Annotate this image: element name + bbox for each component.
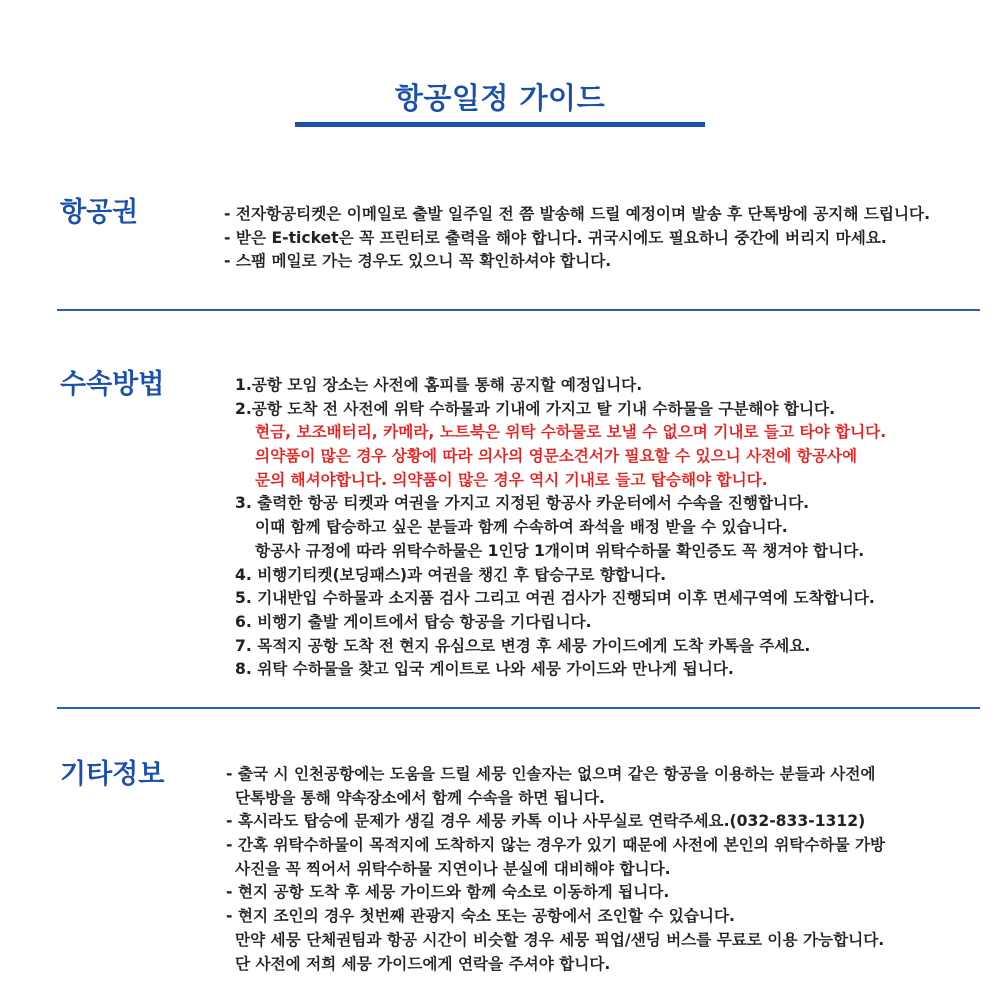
procedure-step-1: 1.공항 모임 장소는 사전에 홈피를 통해 공지할 예정입니다.	[235, 376, 643, 394]
etc-line-5-cont-1: 만약 세뭉 단체권팀과 항공 시간이 비슷할 경우 세뭉 픽업/샌딩 버스를 무료로 이용 가능합니다.	[235, 930, 885, 949]
title-underline	[295, 122, 705, 127]
ticket-info-list	[224, 203, 930, 274]
ticket-section-heading: 항공권	[60, 197, 139, 228]
etc-line-1: - 출국 시 인천공항에는 도움을 드릴 세뭉 인솔자는 없으며 같은 항공을 이용하는 분들과 사전에	[226, 765, 876, 783]
procedure-step-3-detail-1: 이때 함께 탑승하고 싶은 분들과 함께 수속하여 좌석을 배정 받을 수 있습니다.	[255, 518, 788, 537]
etc-line-3-cont: 사진을 꼭 찍어서 위탁수하물 지연이나 분실에 대비해야 합니다.	[235, 859, 671, 878]
etc-info-list	[226, 763, 885, 976]
procedure-warning-line-1: 현금, 보조배터리, 카메라, 노트북은 위탁 수하물로 보낼 수 없으며 기내로 들고 타야 합니다.	[255, 423, 887, 442]
procedure-step-3-detail-2: 항공사 규정에 따라 위탁수하물은 1인당 1개이며 위탁수하물 확인증도 꼭 챙겨야 합니다.	[255, 541, 865, 560]
procedure-warning-line-3: 문의 해셔야합니다. 의약품이 많은 경우 역시 기내로 들고 탑승해야 합니다.	[255, 470, 768, 489]
procedure-step-3: 3. 출력한 항공 티켓과 여권을 가지고 지정된 항공사 카운터에서 수속을 진행합니다.	[235, 494, 810, 513]
etc-line-1-cont: 단톡방을 통해 약속장소에서 함께 수속을 하면 됩니다.	[235, 788, 605, 807]
section-divider-2	[57, 707, 980, 709]
etc-line-5-cont-2: 단 사전에 저희 세뭉 가이드에게 연락을 주셔야 합니다.	[235, 954, 611, 973]
procedure-step-7: 7. 목적지 공항 도착 전 현지 유심으로 변경 후 세뭉 가이드에게 도착 카톡을 주세요.	[235, 636, 811, 655]
etc-line-5: - 현지 조인의 경우 첫번째 관광지 숙소 또는 공항에서 조인할 수 있습니다.	[226, 907, 735, 926]
etc-section-heading: 기타정보	[60, 759, 165, 790]
procedure-step-4: 4. 비행기티켓(보딩패스)과 여권을 챙긴 후 탑승구로 향합니다.	[235, 565, 667, 584]
procedure-step-6: 6. 비행기 출발 게이트에서 탑승 항공을 기다립니다.	[235, 612, 592, 631]
procedure-steps-list	[235, 374, 886, 682]
etc-line-2: - 혹시라도 탑승에 문제가 생길 경우 세뭉 카톡 이나 사무실로 연락주세요.(032-833-1312)	[226, 812, 866, 831]
procedure-section-heading: 수속방법	[60, 369, 165, 400]
procedure-step-5: 5. 기내반입 수하물과 소지품 검사 그리고 여권 검사가 진행되며 이후 면세구역에 도착합니다.	[235, 589, 875, 608]
section-divider-1	[57, 309, 980, 311]
etc-line-4: - 현지 공항 도착 후 세뭉 가이드와 함께 숙소로 이동하게 됩니다.	[226, 883, 670, 902]
ticket-line-2: - 받은 E-ticket은 꼭 프린터로 출력을 해야 합니다. 귀국시에도 필요하니 중간에 버리지 마세요.	[224, 228, 887, 247]
ticket-line-1: - 전자항공티켓은 이메일로 출발 일주일 전 쯤 발송해 드릴 예정이며 발송 후 단톡방에 공지해 드립니다.	[224, 205, 931, 223]
ticket-line-3: - 스팸 메일로 가는 경우도 있으니 꼭 확인하셔야 합니다.	[224, 252, 612, 271]
procedure-warning-line-2: 의약품이 많은 경우 상황에 따라 의사의 영문소견서가 필요할 수 있으니 사전에 항공사에	[255, 447, 858, 466]
page-title: 항공일정 가이드	[394, 81, 606, 115]
etc-line-3: - 간혹 위탁수하물이 목적지에 도착하지 않는 경우가 있기 때문에 사전에 본인의 위탁수하물 가방	[226, 836, 886, 855]
procedure-step-8: 8. 위탁 수하물을 찾고 입국 게이트로 나와 세뭉 가이드와 만나게 됩니다.	[235, 660, 734, 679]
procedure-step-2: 2.공항 도착 전 사전에 위탁 수하물과 기내에 가지고 탈 기내 수하물을 구분해야 합니다.	[235, 399, 836, 418]
